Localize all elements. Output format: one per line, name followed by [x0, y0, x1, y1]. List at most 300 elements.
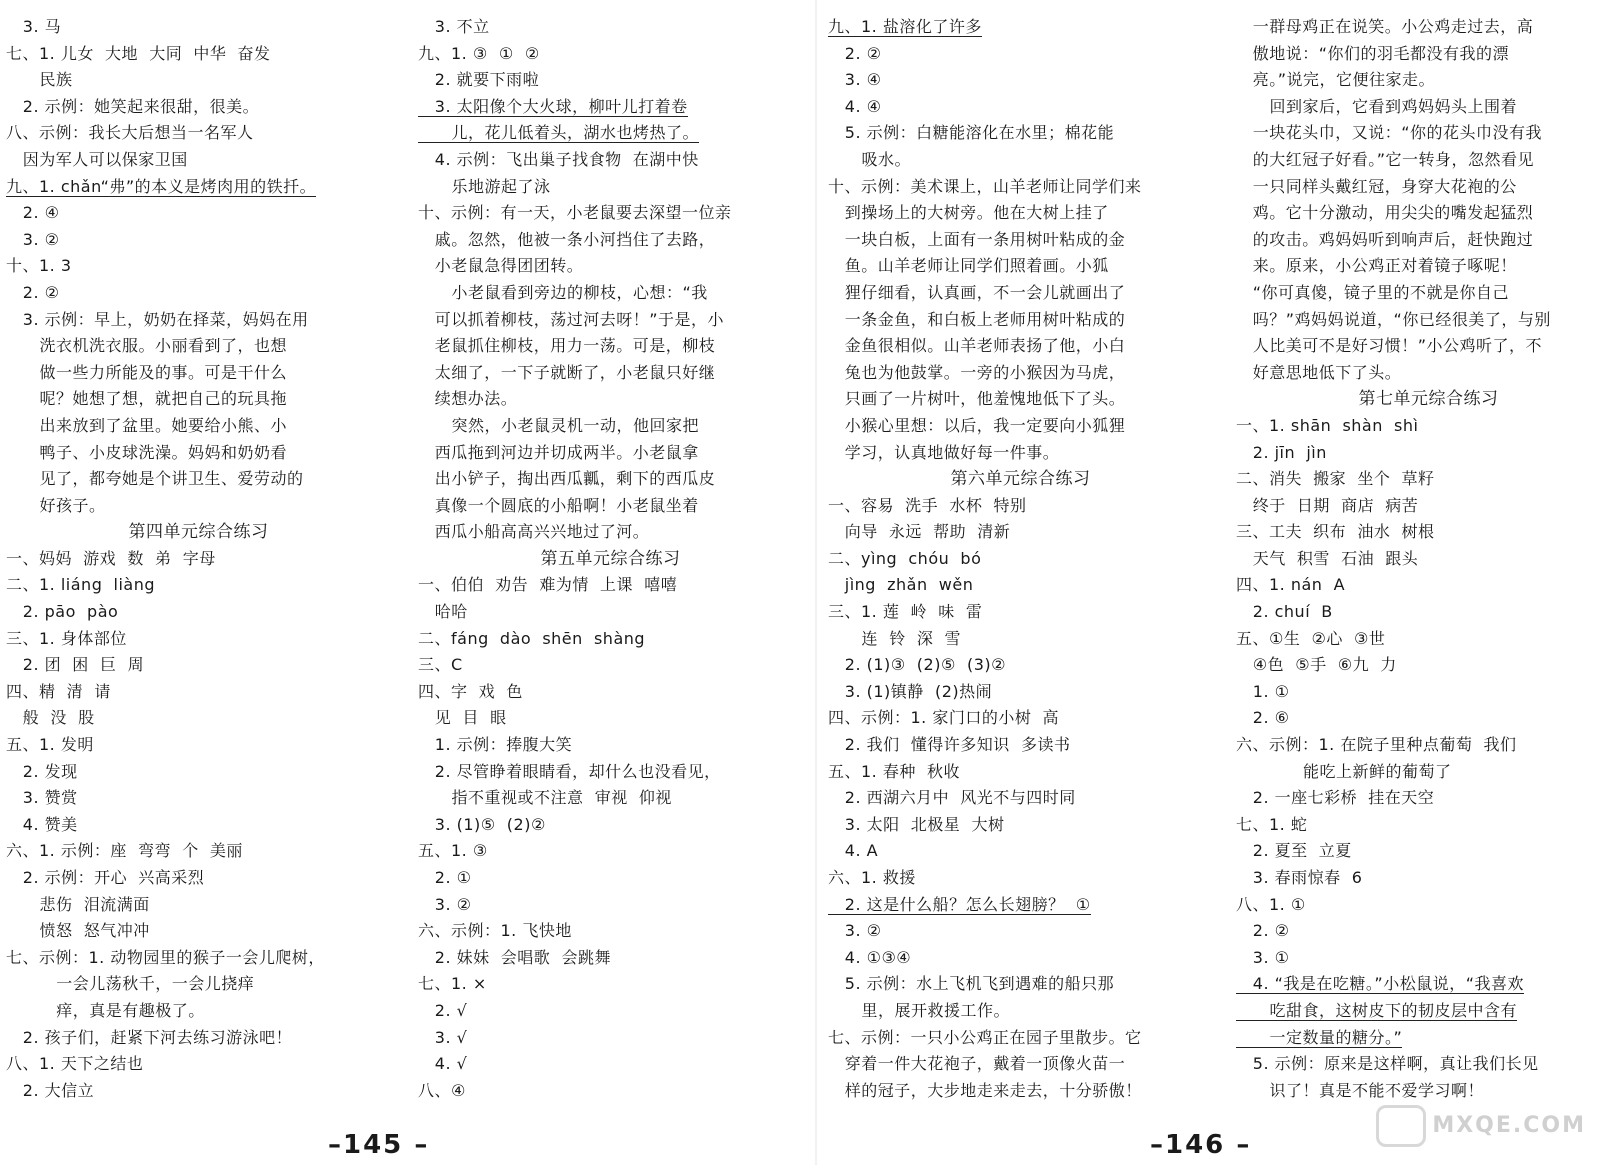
- answer-text: 只画了一片树叶，他羞愧地低下了头。: [828, 389, 1126, 409]
- answer-line: [828, 1051, 1213, 1078]
- answer-line: [828, 386, 1213, 413]
- answer-line: [828, 174, 1213, 201]
- answer-text: 2. 尽管睁着眼睛看，却什么也没看见，: [418, 761, 721, 781]
- answer-text: 五、1. 发明: [6, 735, 94, 755]
- answer-line: [1236, 227, 1600, 254]
- answer-text: 第六单元综合练习: [950, 469, 1091, 490]
- answer-text: 3. ①: [1236, 947, 1290, 967]
- answer-text: 三、工夫 织布 油水 树根: [1236, 522, 1435, 542]
- answer-text: 八、1. 天下之结也: [6, 1054, 144, 1074]
- answer-text: 2. ⑥: [1236, 708, 1290, 728]
- answer-text: 连 铃 深 雪: [828, 628, 962, 648]
- answer-text: 2. 西湖六月中 风光不与四时同: [828, 788, 1076, 808]
- answer-text: 2. 这是什么船？怎么长翅膀？ ①: [828, 894, 1091, 914]
- answer-line: [6, 1078, 391, 1105]
- answer-text: 3. ④: [828, 70, 882, 90]
- answer-text: 十、示例：有一天，小老鼠要去深望一位亲: [418, 203, 732, 223]
- answer-line: [418, 679, 803, 706]
- answer-text: 十、1. 3: [6, 256, 72, 276]
- answer-line: [1236, 333, 1600, 360]
- answer-text: 洗衣机洗衣服。小丽看到了，也想: [6, 336, 288, 356]
- answer-text: 2. √: [418, 1000, 468, 1020]
- answer-text: 3. 赞赏: [6, 788, 78, 808]
- answer-text: 七、1. 儿女 大地 大同 中华 奋发: [6, 43, 271, 63]
- answer-text: 九、1. 盐溶化了许多: [828, 17, 982, 36]
- answer-text: 1. ①: [1236, 681, 1290, 701]
- answer-line: [1236, 971, 1600, 998]
- answer-line: [6, 945, 391, 972]
- answer-line: [828, 67, 1213, 94]
- answer-line: [6, 253, 391, 280]
- answer-text: 好孩子。: [6, 495, 106, 515]
- answer-line: [418, 280, 803, 307]
- answer-text: 向导 永远 帮助 清新: [828, 522, 1011, 542]
- answer-line: [828, 360, 1213, 387]
- answer-text: 2. (1)③ (2)⑤ (3)②: [828, 655, 1006, 675]
- answer-text: 3. √: [418, 1027, 468, 1047]
- answer-line: [828, 572, 1213, 599]
- answer-text: 吗？”鸡妈妈说道，“你已经很美了，与别: [1236, 309, 1551, 329]
- answer-line: [1236, 280, 1600, 307]
- answer-text: 小老鼠急得团团转。: [418, 256, 584, 276]
- column-page145-left: [6, 14, 391, 1104]
- answer-line: [418, 838, 803, 865]
- answer-text: 4. 赞美: [6, 814, 78, 834]
- answer-line: [1236, 626, 1600, 653]
- answer-line: [828, 227, 1213, 254]
- answer-text: 4. A: [828, 841, 879, 861]
- answer-text: 二、fáng dào shēn shàng: [418, 628, 646, 648]
- answer-line: [828, 626, 1213, 653]
- answer-line: [1236, 519, 1600, 546]
- answer-line: [828, 1025, 1213, 1052]
- answer-text: 鸭子、小皮球洗澡。妈妈和奶奶看: [6, 442, 288, 462]
- answer-text: 一、妈妈 游戏 数 弟 字母: [6, 548, 216, 568]
- answer-line: [828, 546, 1213, 573]
- answer-text: 见 目 眼: [418, 708, 507, 728]
- answer-text: 二、yìng chóu bó: [828, 548, 982, 568]
- answer-line: [418, 1051, 803, 1078]
- answer-line: [6, 14, 391, 41]
- answer-text: 能吃上新鲜的葡萄了: [1236, 761, 1452, 781]
- answer-text: 5. 示例：白糖能溶化在水里；棉花能: [828, 123, 1115, 143]
- answer-text: 一会儿荡秋千，一会儿挠痒: [6, 974, 255, 994]
- answer-text: 一群母鸡正在说笑。小公鸡走过去，高: [1236, 17, 1534, 36]
- answer-text: ④色 ⑤手 ⑥九 力: [1236, 655, 1397, 675]
- answer-text: 到操场上的大树旁。他在大树上挂了: [828, 203, 1109, 223]
- answer-text: 九、1. chǎn“弗”的本义是烤肉用的铁扦。: [6, 176, 317, 196]
- answer-line: [418, 360, 803, 387]
- answer-text: 吸水。: [828, 149, 912, 169]
- answer-line: [6, 440, 391, 467]
- answer-text: 五、①生 ②心 ③世: [1236, 628, 1386, 648]
- answer-line: [6, 971, 391, 998]
- answer-text: 一块花头巾，又说：“你的花头巾没有我: [1236, 123, 1543, 143]
- answer-text: 做一些力所能及的事。可是干什么: [6, 362, 288, 382]
- column-page145-right: [418, 14, 803, 1104]
- answer-text: 3. 马: [6, 17, 62, 36]
- answer-line: [418, 812, 803, 839]
- answer-line: [828, 679, 1213, 706]
- answer-line: [1236, 945, 1600, 972]
- answer-line: [6, 466, 391, 493]
- answer-text: 六、1. 示例：座 弯弯 个 美丽: [6, 841, 243, 861]
- answer-line: [1236, 865, 1600, 892]
- answer-text: 2. 就要下雨啦: [418, 70, 540, 90]
- answer-text: 出来放到了盆里。她要给小熊、小: [6, 415, 288, 435]
- answer-text: 突然，小老鼠灵机一动，他回家把: [418, 415, 700, 435]
- answer-text: 八、④: [418, 1080, 466, 1100]
- answer-line: [1236, 652, 1600, 679]
- answer-text: 2. ②: [828, 43, 882, 63]
- answer-text: 2. 发现: [6, 761, 78, 781]
- answer-line: [828, 519, 1213, 546]
- answer-text: 民族: [6, 70, 73, 90]
- answer-line: [418, 466, 803, 493]
- answer-line: [418, 493, 803, 520]
- answer-text: 回到家后，它看到鸡妈妈头上围着: [1236, 96, 1518, 116]
- answer-line: [418, 785, 803, 812]
- answer-text: 第七单元综合练习: [1358, 389, 1499, 410]
- answer-line: [1236, 253, 1600, 280]
- answer-text: 小老鼠看到旁边的柳枝，心想：“我: [418, 282, 708, 302]
- answer-line: [1236, 892, 1600, 919]
- answer-line: [1236, 812, 1600, 839]
- answer-text: 2. 一座七彩桥 挂在天空: [1236, 788, 1435, 808]
- answer-text: 5. 示例：水上飞机飞到遇难的船只那: [828, 974, 1115, 994]
- answer-line: [1236, 918, 1600, 945]
- answer-line: [828, 333, 1213, 360]
- answer-text: jìng zhǎn wěn: [828, 575, 974, 595]
- answer-text: 八、1. ①: [1236, 894, 1306, 914]
- answer-line: [828, 759, 1213, 786]
- answer-text: 乐地游起了泳: [418, 176, 551, 196]
- answer-text: 3. 太阳像个大火球，柳叶儿打着卷: [418, 96, 688, 116]
- answer-line: [418, 147, 803, 174]
- answer-text: 3. 春雨惊春 6: [1236, 868, 1363, 887]
- answer-text: 2. 我们 懂得许多知识 多读书: [828, 735, 1071, 755]
- answer-line: [418, 519, 803, 546]
- answer-line: [828, 705, 1213, 732]
- answer-text: 的大红冠子好看。”它一转身，忽然看见: [1236, 149, 1535, 169]
- answer-text: 般 没 股: [6, 708, 95, 728]
- answer-text: 3. ②: [418, 894, 472, 914]
- answer-text: 4. 示例：飞出巢子找食物 在湖中快: [418, 149, 699, 169]
- answer-text: 愤怒 怒气冲冲: [6, 921, 150, 941]
- answer-line: [6, 307, 391, 334]
- answer-text: 2. 示例：开心 兴高采烈: [6, 868, 205, 887]
- answer-text: 2. ①: [418, 868, 472, 887]
- answer-line: [1236, 41, 1600, 68]
- answer-line: [418, 945, 803, 972]
- answer-line: [6, 838, 391, 865]
- answer-line: [418, 307, 803, 334]
- answer-text: 亮。”说完，它便往家走。: [1236, 70, 1436, 90]
- answer-line: [418, 413, 803, 440]
- answer-line: [828, 918, 1213, 945]
- answer-line: [828, 892, 1213, 919]
- answer-text: 吃甜食，这树皮下的韧皮层中含有: [1236, 1000, 1518, 1020]
- answer-line: [6, 413, 391, 440]
- answer-line: [828, 838, 1213, 865]
- answer-line: [6, 812, 391, 839]
- answer-text: 小猴心里想：以后，我一定要向小狐狸: [828, 415, 1126, 435]
- answer-line: [6, 785, 391, 812]
- answer-text: 一、伯伯 劝告 难为情 上课 嘻嘻: [418, 575, 678, 595]
- answer-text: 学习，认真地做好每一件事。: [828, 442, 1060, 462]
- answer-text: 悲伤 泪流满面: [6, 894, 150, 914]
- answer-line: [418, 386, 803, 413]
- answer-line: [6, 120, 391, 147]
- answer-text: 2. pāo pào: [6, 602, 119, 622]
- column-page146-left: [828, 14, 1213, 1104]
- answer-text: 二、消失 搬家 坐个 草籽: [1236, 469, 1435, 489]
- answer-line: [1236, 200, 1600, 227]
- answer-line: [6, 572, 391, 599]
- answer-text: 3. (1)镇静 (2)热闹: [828, 681, 993, 701]
- answer-line: [418, 759, 803, 786]
- answer-text: 五、1. 春种 秋收: [828, 761, 961, 781]
- answer-line: [418, 998, 803, 1025]
- answer-text: 真像一个圆底的小船啊！小老鼠坐着: [418, 495, 699, 515]
- answer-text: 续想办法。: [418, 389, 518, 409]
- answer-line: [418, 94, 803, 121]
- answer-line: [828, 147, 1213, 174]
- answer-text: 八、示例：我长大后想当一名军人: [6, 123, 254, 143]
- answer-line: [828, 493, 1213, 520]
- answer-text: 3. (1)⑤ (2)②: [418, 814, 546, 834]
- answer-line: [1236, 838, 1600, 865]
- answer-text: 六、1. 救援: [828, 868, 916, 887]
- answer-line: [6, 386, 391, 413]
- answer-line: [418, 174, 803, 201]
- answer-text: 十、示例：美术课上，山羊老师让同学们来: [828, 176, 1142, 196]
- answer-text: 识了！真是不能不爱学习啊！: [1236, 1080, 1485, 1100]
- watermark-logo-icon: [1376, 1105, 1426, 1147]
- answer-text: 3. ②: [6, 229, 60, 249]
- answer-text: 2. jīn jìn: [1236, 442, 1327, 462]
- answer-text: 四、示例：1. 家门口的小树 高: [828, 708, 1060, 728]
- answer-text: 人比美可不是好习惯！”小公鸡听了，不: [1236, 336, 1543, 356]
- answer-line: [1236, 67, 1600, 94]
- answer-text: 3. 太阳 北极星 大树: [828, 814, 1005, 834]
- answer-line: [1236, 14, 1600, 41]
- answer-line: [418, 227, 803, 254]
- answer-text: 天气 积雪 石油 跟头: [1236, 548, 1419, 568]
- answer-line: [1236, 466, 1600, 493]
- answer-text: 三、C: [418, 655, 463, 675]
- answer-line: [6, 67, 391, 94]
- answer-line: [6, 918, 391, 945]
- answer-text: 2. 大信立: [6, 1080, 95, 1100]
- answer-text: 4. ①③④: [828, 947, 912, 967]
- answer-line: [6, 732, 391, 759]
- answer-text: 2. ②: [6, 282, 60, 302]
- answer-line: [828, 599, 1213, 626]
- answer-line: [1236, 307, 1600, 334]
- answer-text: 六、示例：1. 飞快地: [418, 921, 572, 941]
- answer-line: [828, 785, 1213, 812]
- answer-text: 一只同样头戴红冠，身穿大花袍的公: [1236, 176, 1517, 196]
- answer-text: 呢？她想了想，就把自己的玩具拖: [6, 389, 288, 409]
- answer-text: 五、1. ③: [418, 841, 488, 861]
- answer-line: [418, 705, 803, 732]
- answer-line: [6, 94, 391, 121]
- answer-text: “你可真傻，镜子里的不就是你自己: [1236, 282, 1510, 302]
- answer-line: [828, 200, 1213, 227]
- answer-text: 哈哈: [418, 602, 468, 622]
- answer-line: [6, 998, 391, 1025]
- answer-line: [418, 892, 803, 919]
- answer-line: [418, 253, 803, 280]
- answer-line: [6, 865, 391, 892]
- answer-text: 1. 示例：捧腹大笑: [418, 735, 573, 755]
- answer-line: [6, 546, 391, 573]
- answer-text: 三、1. 莲 岭 味 雷: [828, 602, 983, 622]
- answer-line: [1236, 440, 1600, 467]
- answer-line: [418, 120, 803, 147]
- answer-text: 第五单元综合练习: [540, 548, 681, 569]
- section-heading: [828, 466, 1213, 493]
- page-number-146: –146 –: [1150, 1130, 1252, 1160]
- answer-line: [6, 1025, 391, 1052]
- answer-line: [1236, 147, 1600, 174]
- answer-text: 西瓜小船高高兴兴地过了河。: [418, 522, 650, 542]
- page-number-145: –145 –: [328, 1130, 430, 1160]
- answer-text: 七、示例：一只小公鸡正在园子里散步。它: [828, 1027, 1142, 1047]
- answer-text: 2. 夏至 立夏: [1236, 841, 1352, 861]
- answer-line: [418, 865, 803, 892]
- answer-line: [828, 971, 1213, 998]
- answer-text: 3. 不立: [418, 17, 490, 36]
- answer-text: 好意思地低下了头。: [1236, 362, 1402, 382]
- answer-text: 2. ④: [6, 203, 60, 223]
- section-heading: [6, 519, 391, 546]
- answer-text: 四、字 戏 色: [418, 681, 523, 701]
- answer-line: [1236, 732, 1600, 759]
- answer-text: 二、1. liáng liàng: [6, 575, 156, 595]
- answer-line: [1236, 1025, 1600, 1052]
- answer-line: [1236, 679, 1600, 706]
- answer-line: [1236, 120, 1600, 147]
- answer-text: 狸仔细看，认真画，不一会儿就画出了: [828, 282, 1126, 302]
- answer-line: [6, 652, 391, 679]
- answer-text: 里，展开救援工作。: [828, 1000, 1011, 1020]
- answer-line: [828, 413, 1213, 440]
- answer-line: [828, 94, 1213, 121]
- answer-line: [6, 280, 391, 307]
- answer-text: 2. 团 困 巨 周: [6, 655, 145, 675]
- answer-line: [828, 120, 1213, 147]
- answer-line: [418, 626, 803, 653]
- answer-text: 一、容易 洗手 水杯 特别: [828, 495, 1027, 515]
- answer-text: 2. chuí B: [1236, 602, 1333, 622]
- answer-line: [6, 41, 391, 68]
- answer-text: 太细了，一下子就断了，小老鼠只好继: [418, 362, 716, 382]
- answer-line: [418, 732, 803, 759]
- answer-text: 可以抓着柳枝，荡过河去呀！”于是，小: [418, 309, 725, 329]
- answer-line: [418, 1078, 803, 1105]
- answer-line: [418, 652, 803, 679]
- answer-line: [1236, 94, 1600, 121]
- answer-line: [1236, 493, 1600, 520]
- answer-line: [828, 253, 1213, 280]
- answer-text: 三、1. 身体部位: [6, 628, 127, 648]
- answer-line: [6, 200, 391, 227]
- answer-line: [418, 918, 803, 945]
- answer-line: [1236, 174, 1600, 201]
- answer-line: [6, 1051, 391, 1078]
- answer-text: 样的冠子，大步地走来走去，十分骄傲！: [828, 1080, 1142, 1100]
- answer-text: 2. ②: [1236, 921, 1290, 941]
- answer-text: 七、示例：1. 动物园里的猴子一会儿爬树，: [6, 947, 325, 967]
- answer-line: [828, 41, 1213, 68]
- answer-line: [1236, 759, 1600, 786]
- answer-line: [6, 599, 391, 626]
- answer-text: 一条金鱼，和白板上老师用树叶粘成的: [828, 309, 1126, 329]
- answer-line: [828, 14, 1213, 41]
- answer-text: 一块白板，上面有一条用树叶粘成的金: [828, 229, 1126, 249]
- answer-text: 一、1. shān shàn shì: [1236, 415, 1419, 435]
- answer-text: 3. ②: [828, 921, 882, 941]
- answer-line: [1236, 1078, 1600, 1105]
- answer-text: 兔也为他鼓掌。一旁的小猴因为马虎，: [828, 362, 1126, 382]
- answer-line: [418, 200, 803, 227]
- answer-line: [6, 174, 391, 201]
- answer-text: 四、精 清 请: [6, 681, 111, 701]
- answer-text: 2. 妹妹 会唱歌 会跳舞: [418, 947, 611, 967]
- answer-line: [828, 812, 1213, 839]
- answer-line: [6, 759, 391, 786]
- column-page146-right: [1236, 14, 1600, 1104]
- answer-line: [6, 333, 391, 360]
- answer-text: 鱼。山羊老师让同学们照着画。小狐: [828, 256, 1109, 276]
- answer-text: 第四单元综合练习: [128, 522, 269, 543]
- answer-line: [418, 41, 803, 68]
- answer-line: [6, 705, 391, 732]
- answer-line: [418, 971, 803, 998]
- answer-line: [1236, 572, 1600, 599]
- watermark: [1376, 1105, 1586, 1147]
- answer-text: 因为军人可以保家卫国: [6, 149, 188, 169]
- answer-line: [1236, 599, 1600, 626]
- answer-text: 痒，真是有趣极了。: [6, 1000, 205, 1020]
- answer-line: [418, 1025, 803, 1052]
- answer-text: 的攻击。鸡妈妈听到响声后，赶快跑过: [1236, 229, 1534, 249]
- answer-text: 5. 示例：原来是这样啊，真让我们长见: [1236, 1054, 1539, 1074]
- answer-text: 鸡。它十分激动，用尖尖的嘴发起猛烈: [1236, 203, 1534, 223]
- answer-text: 四、1. nán A: [1236, 575, 1346, 595]
- answer-line: [6, 147, 391, 174]
- answer-text: 儿，花儿低着头，湖水也烤热了。: [418, 123, 700, 143]
- answer-line: [1236, 360, 1600, 387]
- answer-text: 傲地说：“你们的羽毛都没有我的漂: [1236, 43, 1510, 63]
- answer-line: [418, 14, 803, 41]
- answer-line: [828, 440, 1213, 467]
- answer-text: 金鱼很相似。山羊老师表扬了他，小白: [828, 336, 1126, 356]
- answer-line: [1236, 785, 1600, 812]
- answer-text: 来。原来，小公鸡正对着镜子啄呢！: [1236, 256, 1517, 276]
- answer-line: [6, 493, 391, 520]
- answer-line: [828, 732, 1213, 759]
- answer-line: [1236, 1051, 1600, 1078]
- answer-line: [6, 227, 391, 254]
- answer-line: [6, 892, 391, 919]
- answer-line: [1236, 998, 1600, 1025]
- answer-line: [828, 1078, 1213, 1105]
- answer-line: [828, 865, 1213, 892]
- answer-line: [6, 626, 391, 653]
